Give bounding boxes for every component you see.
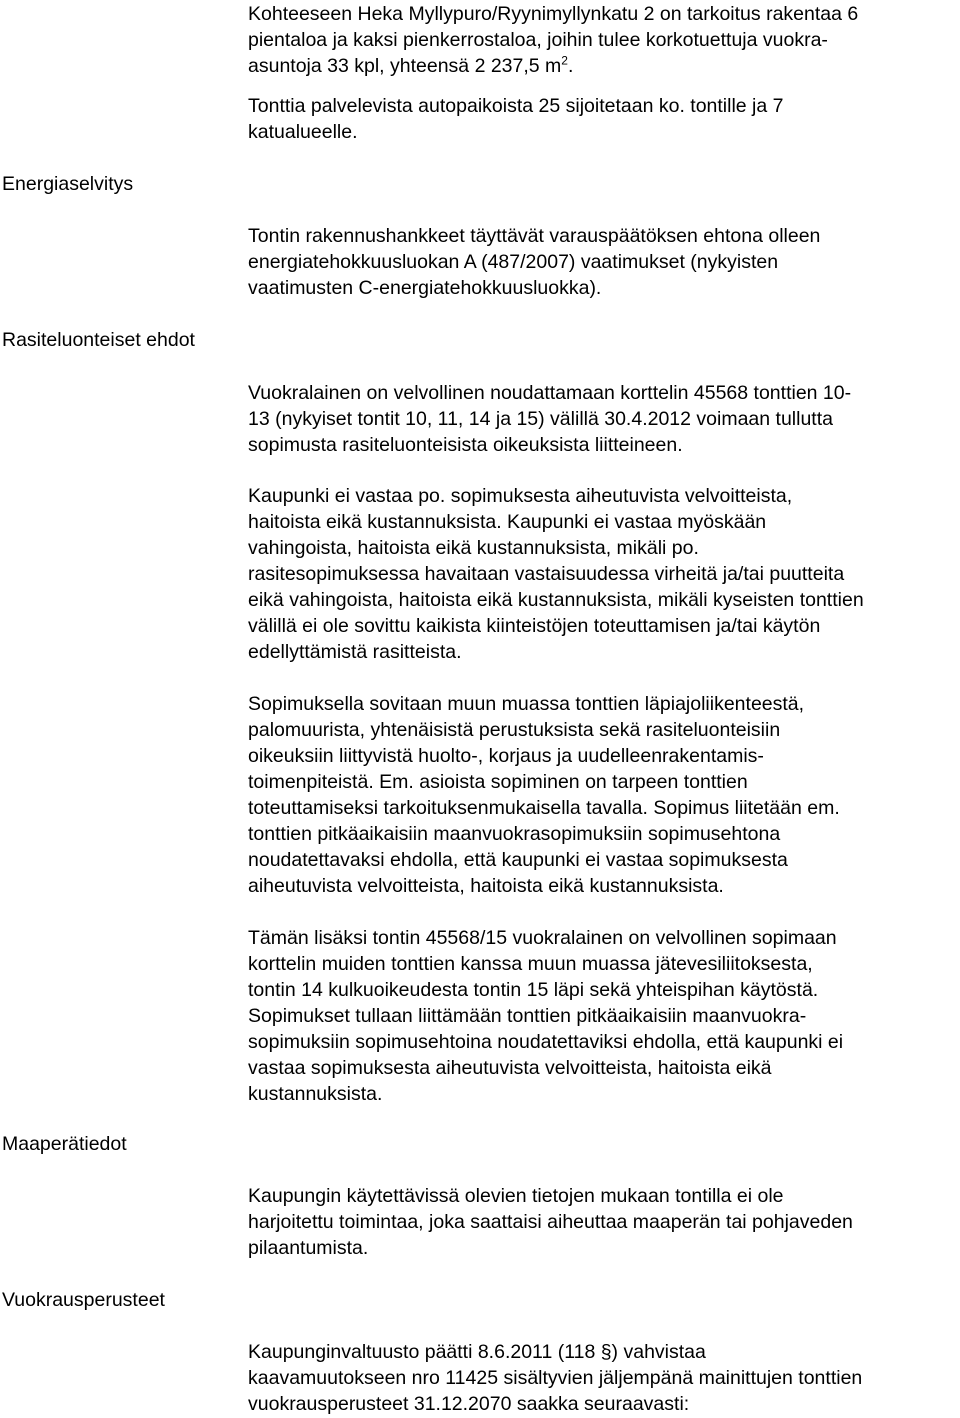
paragraph-maaperatiedot xyxy=(248,1183,960,1261)
paragraph-taman-lisaksi xyxy=(248,925,960,1107)
heading-vuokrausperusteet: Vuokrausperusteet xyxy=(2,1289,165,1311)
superscript: 2 xyxy=(561,53,568,68)
text-line: haitoista eikä kustannuksista. Kaupunki ei vastaa myöskään xyxy=(248,511,767,533)
text-line: välillä ei ole sovittu kaikista kiinteistöjen toteuttamisen ja/tai käytön xyxy=(248,615,821,637)
text-line: Kaupungin käytettävissä olevien tietojen mukaan tontilla ei ole xyxy=(248,1185,784,1207)
paragraph-energiatehokkuus xyxy=(248,223,960,301)
text-line: 13 (nykyiset tontit 10, 11, 14 ja 15) välillä 30.4.2012 voimaan tullutta xyxy=(248,408,833,430)
text-line: rasitesopimuksessa havaitaan vastaisuudessa virheitä ja/tai puutteita xyxy=(248,563,845,585)
text-line: palomuurista, yhtenäisistä perustuksista sekä rasiteluonteisiin xyxy=(248,719,781,741)
paragraph-kohde xyxy=(248,1,960,79)
text-line: tonttien pitkäaikaisiin maanvuokrasopimuksiin sopimusehtona xyxy=(248,823,781,845)
paragraph-sopimuksella-sovitaan xyxy=(248,691,960,899)
text-line: Sopimuksella sovitaan muun muassa tonttien läpiajoliikenteestä, xyxy=(248,693,805,715)
text-line: vuokrausperusteet 31.12.2070 saakka seuraavasti: xyxy=(248,1393,690,1415)
text-line: pilaantumista. xyxy=(248,1237,369,1259)
text-line: kustannuksista. xyxy=(248,1083,383,1105)
text-line: Tontin rakennushankkeet täyttävät varauspäätöksen ehtona olleen xyxy=(248,225,821,247)
heading-maaperatiedot: Maaperätiedot xyxy=(2,1133,127,1155)
text-line: Kohteeseen Heka Myllypuro/Ryynimyllynkatu 2 on tarkoitus rakentaa 6 xyxy=(248,3,859,25)
text-line: Kaupunki ei vastaa po. sopimuksesta aiheutuvista velvoitteista, xyxy=(248,485,793,507)
text-line: vastaa sopimuksesta aiheutuvista velvoitteista, haitoista eikä xyxy=(248,1057,772,1079)
text-line: korttelin muiden tonttien kanssa muun muassa jätevesiliitoksesta, xyxy=(248,953,813,975)
text-line: oikeuksiin liittyvistä huolto-, korjaus ja uudelleenrakentamis- xyxy=(248,745,764,767)
text-line: Sopimukset tullaan liittämään tonttien pitkäaikaisiin maanvuokra- xyxy=(248,1005,807,1027)
paragraph-vuokrausperusteet xyxy=(248,1339,960,1417)
paragraph-kaupunki-ei-vastaa xyxy=(248,483,960,665)
text-line: pientaloa ja kaksi pienkerrostaloa, joihin tulee korkotuettuja vuokra- xyxy=(248,29,828,51)
text-line: aiheutuvista velvoitteista, haitoista eikä kustannuksista. xyxy=(248,875,724,897)
text-line: energiatehokkuusluokan A (487/2007) vaatimukset (nykyisten xyxy=(248,251,779,273)
heading-energiaselvitys: Energiaselvitys xyxy=(2,173,134,195)
text-line: sopimusta rasiteluonteisista oikeuksista liitteineen. xyxy=(248,434,683,456)
text-line: toteuttamiseksi tarkoituksenmukaisella tavalla. Sopimus liitetään em. xyxy=(248,797,840,819)
text-line: vaatimusten C-energiatehokkuusluokka). xyxy=(248,277,602,299)
paragraph-autopaikat xyxy=(248,93,960,145)
text-line: eikä vahingoista, haitoista eikä kustannuksista, mikäli kyseisten tonttien xyxy=(248,589,864,611)
text-line: Tonttia palvelevista autopaikoista 25 sijoitetaan ko. tontille ja 7 xyxy=(248,95,784,117)
text-line: noudatettavaksi ehdolla, että kaupunki ei vastaa sopimuksesta xyxy=(248,849,788,871)
text-segment: . xyxy=(567,55,574,77)
text-line: sopimuksiin sopimusehtoina noudatettaviksi ehdolla, että kaupunki ei xyxy=(248,1031,844,1053)
paragraph-rasitesopimus xyxy=(248,380,960,458)
text-segment: asuntoja 33 kpl, yhteensä 2 237,5 m xyxy=(248,55,562,77)
text-line: harjoitettu toimintaa, joka saattaisi aiheuttaa maaperän tai pohjaveden xyxy=(248,1211,853,1233)
text-line xyxy=(248,53,960,79)
text-line: Vuokralainen on velvollinen noudattamaan korttelin 45568 tonttien 10- xyxy=(248,382,852,404)
text-line: edellyttämistä rasitteista. xyxy=(248,641,462,663)
text-line: Tämän lisäksi tontin 45568/15 vuokralainen on velvollinen sopimaan xyxy=(248,927,837,949)
text-line: kaavamuutokseen nro 11425 sisältyvien jäljempänä mainittujen tonttien xyxy=(248,1367,863,1389)
text-line: katualueelle. xyxy=(248,121,358,143)
text-line: toimenpiteistä. Em. asioista sopiminen on tarpeen tonttien xyxy=(248,771,748,793)
text-line: tontin 14 kulkuoikeudesta tontin 15 läpi sekä yhteispihan käytöstä. xyxy=(248,979,819,1001)
heading-rasiteluonteiset-ehdot: Rasiteluonteiset ehdot xyxy=(2,329,195,351)
text-line: Kaupunginvaltuusto päätti 8.6.2011 (118 §) vahvistaa xyxy=(248,1341,706,1363)
text-line: vahingoista, haitoista eikä kustannuksista, mikäli po. xyxy=(248,537,699,559)
